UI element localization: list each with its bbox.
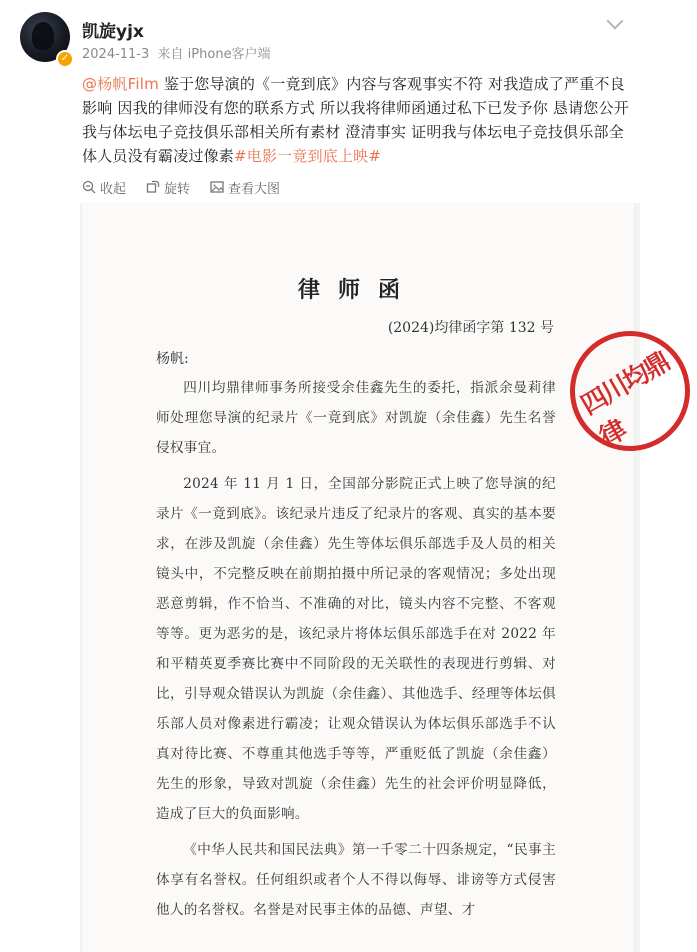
rotate-button[interactable] <box>146 178 190 197</box>
avatar-image <box>32 22 54 50</box>
hashtag-link[interactable]: #电影一竟到底上映# <box>234 147 382 165</box>
letter-salutation: 杨帆: <box>156 351 189 367</box>
collapse-button[interactable] <box>82 178 126 197</box>
attached-image[interactable] <box>80 203 675 952</box>
mention-link[interactable]: @杨帆Film <box>82 75 159 93</box>
post-text <box>82 72 630 168</box>
post-date: 2024-11-3 <box>82 47 150 62</box>
image-toolbar <box>82 176 280 198</box>
letter-body <box>156 373 556 931</box>
view-large-button[interactable] <box>210 178 280 197</box>
lawyer-letter <box>82 203 675 952</box>
law-firm-seal <box>570 331 690 454</box>
letter-paragraph: 四川均鼎律师事务所接受余佳鑫先生的委托，指派余曼莉律师处理您导演的纪录片《一竟到底》对凯旋（余佳鑫）先生名誉侵权事宜。 <box>156 380 556 456</box>
post-meta <box>82 43 271 62</box>
post-body: 鉴于您导演的《一竟到底》内容与客观事实不符 对我造成了严重不良影响 因我的律师没有您的联系方式 所以我将律师函通过私下已发予你 恳请您公开我与体坛电子竞技俱乐部相关所有素材 澄清事实 证明我与体坛电子竞技俱乐部全体人员没有霸凌过像素 <box>82 75 629 165</box>
verified-badge-icon: ✓ <box>56 50 74 68</box>
collapse-label: 收起 <box>100 181 127 197</box>
post-source: 来自 iPhone客户端 <box>157 47 271 62</box>
post-header <box>0 0 640 70</box>
letter-number: (2024)均律函字第 132 号 <box>387 320 554 336</box>
view-large-label: 查看大图 <box>228 181 281 197</box>
letter-paragraph: 《中华人民共和国民法典》第一千零二十四条规定，“民事主体享有名誉权。任何组织或者个人不得以侮辱、诽谤等方式侵害他人的名誉权。名誉是对民事主体的品德、声望、才 <box>156 842 556 918</box>
rotate-icon <box>146 180 160 194</box>
letter-title: 律师函 <box>297 277 418 303</box>
username[interactable]: 凯旋yjx <box>82 22 144 42</box>
rotate-label: 旋转 <box>164 181 191 197</box>
letter-paragraph: 2024 年 11 月 1 日，全国部分影院正式上映了您导演的纪录片《一竟到底》。该纪录片违反了纪录片的客观、真实的基本要求，在涉及凯旋（余佳鑫）先生等体坛俱乐部选手及人员的相关镜头中，不完整反映在前期拍摄中所记录的客观情况；多处出现恶意剪辑，作不恰当、不准确的对比，镜头内容不完整、不客观等等。更为恶劣的是，该纪录片将体坛俱乐部选手在对 2022 年和平精英夏季赛比赛中不同阶段的无关联性的表现进行剪辑、对比，引导观众错误认为凯旋（余佳鑫）、其他选手、经理等体坛俱乐部人员对像素进行霸凌；让观众错误认为体坛俱乐部选手不认真对待比赛、不尊重其他选手等等，严重贬低了凯旋（余佳鑫）先生的形象，导致对凯旋（余佳鑫）先生的社会评价明显降低，造成了巨大的负面影响。 <box>156 476 556 822</box>
chevron-down-icon[interactable] <box>606 12 624 30</box>
image-icon <box>210 180 224 194</box>
zoom-out-icon <box>82 180 96 194</box>
seal-text: 四川均鼎律 <box>576 347 675 454</box>
